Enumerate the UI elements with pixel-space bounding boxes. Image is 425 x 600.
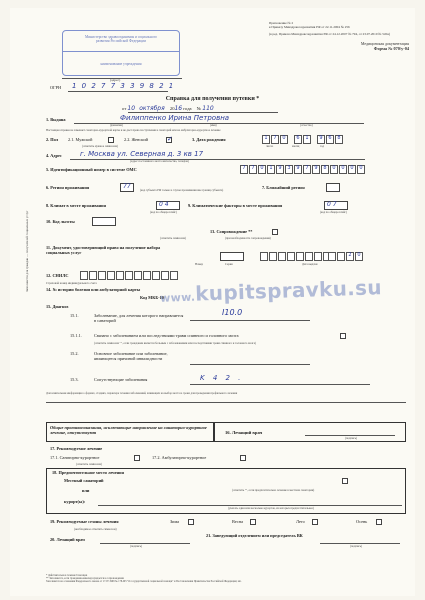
row9-sub: (код по общероссийс)	[320, 210, 347, 214]
row1511-text: Связано с заболеванием или последствиями травм спинного и головного мозга	[94, 333, 239, 338]
doc-series-box[interactable]	[220, 252, 244, 261]
row12-sub: Страховой номер индивидуального счета	[46, 281, 97, 285]
winter-checkbox[interactable]	[188, 519, 194, 525]
annex-text: Приложение № 2	[269, 21, 294, 25]
row20-label: 20. Лечащий врач	[50, 537, 85, 542]
footnote-3: Заполняется на основании Федерального закона от 17.07.1999 № 178-ФЗ "О государственной социальной помощи" и Постановления Правительства Российской Федерации; мп.	[46, 580, 242, 584]
stamp-line: наименование учреждения	[100, 62, 142, 67]
row6-sub: (код субъекта РФ только в случае проживания вне границ субъекта)	[140, 188, 224, 192]
col-date: Дата выдачи	[302, 262, 318, 266]
row5-label: 5. Идентификационный номер в системе ОМС	[46, 167, 137, 172]
edition-text: (в ред. Приказа Минздравсоцразвития РФ от 24.12.2007 № 794, от 23.07.2010 № 545н)	[269, 31, 391, 36]
form-page	[10, 8, 415, 596]
resort-label: курорт(ы):	[64, 499, 86, 504]
footnote-2: ** Заполняется, если гражданин-инвалид нуждается в сопровождении	[46, 577, 124, 581]
row20-sub: (подпись)	[130, 544, 142, 548]
col-number: Номер	[195, 262, 204, 266]
spinal-checkbox[interactable]	[340, 333, 346, 339]
stamp-line: развития Российской Федерации	[95, 39, 147, 44]
date-day: 10	[127, 105, 136, 112]
row19-sub: (необходимое отметить символом)	[74, 527, 117, 531]
side-note: Заполняется для граждан — получателей социальных услуг	[25, 210, 29, 292]
row16-label: 16. Лечащий врач	[225, 430, 263, 435]
row153-text: Сопутствующие заболевания	[94, 377, 148, 382]
nearest-region-box[interactable]	[326, 183, 340, 192]
dob-sub-day: число	[266, 144, 274, 148]
row151-text: Заболевание, для лечения которого направляется в санаторий	[94, 313, 184, 323]
watermark-main: kupitspravku.su	[194, 275, 383, 306]
male-option: 2.1. Мужской	[68, 137, 93, 142]
icd-primary: I10.0	[222, 308, 243, 317]
escort-checkbox[interactable]	[272, 229, 278, 235]
escort-sub: (отметить символом)	[160, 236, 186, 240]
season-summer: Лето	[296, 519, 305, 524]
footnotes	[46, 574, 406, 584]
row18-label: 18. Предпочтительное место лечения	[52, 470, 124, 475]
dob-label: 3. Дата рождения	[192, 137, 226, 142]
watermark	[160, 276, 383, 307]
sub-patronymic: (отчество)	[300, 123, 313, 127]
row7-label: 7. Ближайший регион	[262, 185, 305, 190]
season-spring: Весна	[232, 519, 243, 524]
row15-label: 15. Диагноз	[46, 304, 69, 309]
spring-checkbox[interactable]	[250, 519, 256, 525]
row21-label: 21. Заведующий отделением или председатель ВК	[206, 533, 303, 538]
row21-sub: (подпись)	[350, 544, 362, 548]
address-sub: (адрес постоянного места жительства, телефон)	[130, 159, 189, 163]
row4-label: 4. Адрес	[46, 153, 62, 158]
male-checkbox[interactable]	[108, 137, 114, 143]
escort-note: (при необходимости сопровождения)	[225, 236, 271, 240]
row17-sub: (отметить символом)	[76, 462, 102, 466]
row8-label: 8. Климат в месте проживания	[46, 203, 106, 208]
address-label: (адрес)	[110, 78, 121, 82]
summer-checkbox[interactable]	[312, 519, 318, 525]
or-label: или	[82, 488, 90, 493]
date-month: октября	[139, 105, 165, 112]
female-option: 2.2. Женский	[124, 137, 148, 142]
row16-sub: (подпись)	[345, 436, 357, 440]
doctor-sign-box	[214, 422, 406, 442]
from-label: от	[122, 106, 127, 111]
sub-name: (имя)	[210, 123, 217, 127]
sanatorium-option: 17.1. Санаторно-курортное	[50, 455, 100, 460]
ogrn-value: 1 0 2 7 7 3 3 9 8 2 1	[72, 82, 175, 90]
row1511-note: (отметить символом "", если гражданин является больным с заболеваниями или последствиями травм спинного и головного мозга)	[94, 341, 256, 345]
row10-label: 10. Код льготы	[46, 219, 75, 224]
doc-number: 110	[202, 105, 214, 112]
season-autumn: Осень	[356, 519, 368, 524]
row152-num: 15.2.	[70, 351, 79, 356]
gender-note: (отметить нужное символом)	[82, 144, 118, 148]
year-prefix: 20	[169, 106, 175, 111]
number-label: №	[196, 106, 202, 111]
footnote-1: * Действительна в течение 6 месяцев	[46, 574, 88, 577]
local-sanatorium: Местный санаторий	[64, 478, 104, 483]
order-text: к Приказу Минздравсоцразвития РФ от 22.11.2004 № 256	[269, 24, 350, 29]
row6-label: 6. Регион проживания	[46, 185, 90, 190]
form-number: Форма № 070/у-04	[373, 45, 409, 51]
row1511-num: 15.1.1.	[70, 333, 82, 338]
row2-label: 2. Пол	[46, 137, 59, 142]
contraindications-text: Общие противопоказания, исключающие направление на санаторно-курортное лечение, отсутствуют	[50, 425, 207, 436]
date-year: 16	[174, 105, 183, 112]
ogrn-label: ОГРН	[50, 85, 62, 90]
autumn-checkbox[interactable]	[376, 519, 382, 525]
header-annex	[269, 22, 409, 52]
doc-title: Справка для получения путевки *	[165, 96, 260, 102]
row18-sub2: (указать один или несколько курортов, из которых предпочтительнее)	[228, 506, 314, 510]
patient-name: Филиппенко Ирина Петровна	[120, 114, 230, 122]
sub-surname: (фамилия)	[110, 123, 123, 127]
doc-number-cells[interactable]	[260, 252, 332, 261]
female-checkbox[interactable]: ✓	[167, 135, 173, 143]
doc-date-cells[interactable]: 2 0	[328, 252, 364, 261]
icd-label: Код МКБ-10	[140, 295, 164, 300]
row11-label: 11. Документ, удостоверяющий право на получение набора социальных услуг	[46, 245, 161, 255]
doc-kind: Медицинская документация	[360, 41, 409, 47]
row18-sub1: (отметить "", если предпочтительно лечение в местном санатории)	[232, 488, 315, 492]
stamp-line: Министерство здравоохранения и социального	[85, 35, 157, 39]
row1-note: Настоящая справка не заменяет санаторно-курортной карты и не дает права поступления в санаторий или на амбулаторно-курортное лечение	[46, 128, 221, 132]
climate-factors-box[interactable]: 0 7	[324, 201, 348, 210]
row1-label: 1. Выдана	[46, 117, 66, 122]
institution-stamp	[62, 30, 180, 76]
region-box[interactable]: 77	[120, 183, 134, 192]
contraindications-box	[46, 422, 214, 442]
snils-cells[interactable]	[80, 271, 179, 280]
row153-note: Дополнительная информация о формах, стадиях, характере течения заболеваний, влияющих на выбор места и сроки для проведения профильного лечения	[46, 391, 238, 395]
dob-sub-year: год	[320, 144, 324, 148]
row13-label: 13. Сопровождение **	[210, 229, 253, 234]
address-value: г. Москва ул. Северная д. 3 кв 17	[80, 150, 204, 158]
season-winter: Зима	[170, 519, 180, 524]
row17-label: 17. Рекомендуемое лечение	[50, 446, 103, 451]
dob-cells[interactable]: 1 7 0 6 1 9 6 8	[262, 135, 344, 144]
year-word: года	[183, 106, 192, 111]
local-checkbox[interactable]	[342, 478, 348, 484]
row9-label: 9. Климатические факторы в месте проживания	[188, 203, 283, 208]
row14-label: 14. № истории болезни или амбулаторной карты	[46, 287, 141, 292]
benefit-code-box[interactable]	[92, 217, 116, 226]
dob-sub-month: месяц	[292, 144, 300, 148]
ambulatory-option: 17.2. Амбулаторно-курортное	[152, 455, 207, 460]
watermark-prefix: www.	[159, 290, 196, 305]
row19-label: 19. Рекомендуемые сезоны лечения	[50, 519, 119, 524]
sanatorium-checkbox[interactable]	[134, 455, 140, 461]
icd-secondary: K 4 2 .	[200, 374, 244, 382]
col-series: Серия	[225, 262, 233, 266]
row8-sub: (код по общероссийс)	[150, 210, 177, 214]
climate-box[interactable]: 0 4	[156, 201, 180, 210]
ambulatory-checkbox[interactable]	[240, 455, 246, 461]
row12-label: 12. СНИЛС	[46, 273, 69, 278]
row151-num: 15.1.	[70, 313, 79, 318]
row152-text: Основное заболевание или заболевание, являющееся причиной инвалидности	[94, 351, 168, 361]
row153-num: 15.3.	[70, 377, 79, 382]
oms-cells[interactable]: 7 7 0 1 9 3 9 7 9 8 0 0 0 0	[240, 165, 366, 174]
